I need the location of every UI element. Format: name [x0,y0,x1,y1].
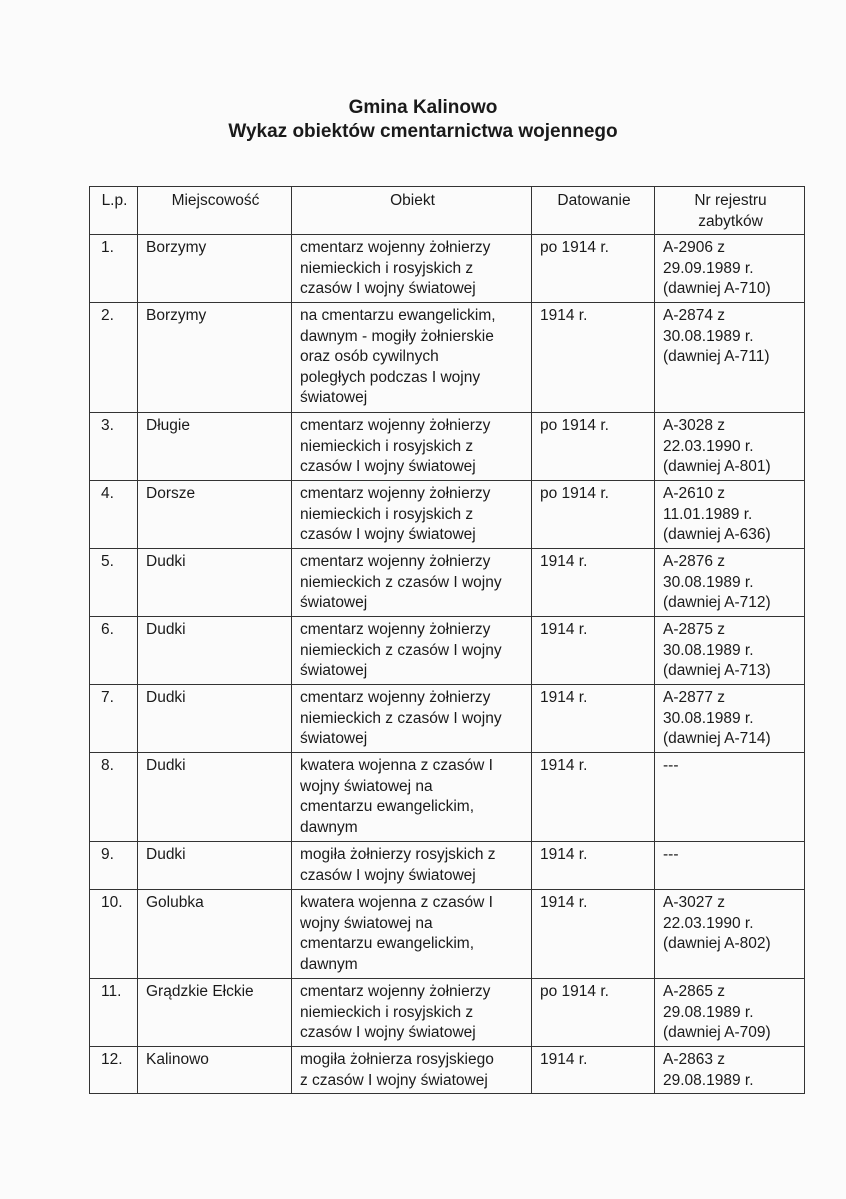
table-row [90,979,805,1047]
cell-miejscowosc: Borzymy [138,303,292,413]
table-row [90,549,805,617]
cell-datowanie: 1914 r. [532,1047,655,1094]
cell-datowanie: 1914 r. [532,753,655,842]
cell-miejscowosc: Dudki [138,685,292,753]
title-line-2: Wykaz obiektów cmentarnictwa wojennego [228,121,618,142]
cell-nr-rejestru: A-2906 z 29.09.1989 r. (dawniej A-710) [655,235,805,303]
cell-lp: 5. [90,549,138,617]
cell-nr-rejestru: A-2610 z 11.01.1989 r. (dawniej A-636) [655,481,805,549]
cell-miejscowosc: Dudki [138,753,292,842]
cell-lp: 1. [90,235,138,303]
table-row [90,890,805,979]
cell-obiekt: cmentarz wojenny żołnierzy niemieckich i rosyjskich z czasów I wojny światowej [292,481,532,549]
cell-miejscowosc: Kalinowo [138,1047,292,1094]
cell-lp: 10. [90,890,138,979]
cell-nr-rejestru: A-2875 z 30.08.1989 r. (dawniej A-713) [655,617,805,685]
cell-lp: 12. [90,1047,138,1094]
cell-lp: 7. [90,685,138,753]
cell-obiekt: cmentarz wojenny żołnierzy niemieckich i rosyjskich z czasów I wojny światowej [292,235,532,303]
cell-datowanie: po 1914 r. [532,481,655,549]
cell-obiekt: mogiła żołnierza rosyjskiego z czasów I wojny światowej [292,1047,532,1094]
cell-nr-rejestru: A-2865 z 29.08.1989 r. (dawniej A-709) [655,979,805,1047]
document-title [0,96,846,144]
cell-datowanie: 1914 r. [532,685,655,753]
header-nr-rejestru: Nr rejestru zabytków [655,187,805,235]
cell-datowanie: 1914 r. [532,549,655,617]
cell-nr-rejestru: A-2874 z 30.08.1989 r. (dawniej A-711) [655,303,805,413]
cell-datowanie: 1914 r. [532,842,655,890]
cell-miejscowosc: Dudki [138,842,292,890]
table-row [90,235,805,303]
table-row [90,685,805,753]
cell-miejscowosc: Dudki [138,617,292,685]
table-row [90,303,805,413]
cell-lp: 4. [90,481,138,549]
cell-miejscowosc: Długie [138,413,292,481]
cell-lp: 3. [90,413,138,481]
monuments-table [89,186,805,1094]
table-row [90,842,805,890]
table-row [90,753,805,842]
cell-obiekt: cmentarz wojenny żołnierzy niemieckich z czasów I wojny światowej [292,549,532,617]
cell-obiekt: na cmentarzu ewangelickim, dawnym - mogiły żołnierskie oraz osób cywilnych poległych podczas I wojny światowej [292,303,532,413]
cell-nr-rejestru: A-2863 z 29.08.1989 r. [655,1047,805,1094]
cell-nr-rejestru: A-2877 z 30.08.1989 r. (dawniej A-714) [655,685,805,753]
cell-datowanie: po 1914 r. [532,979,655,1047]
cell-nr-rejestru: A-3027 z 22.03.1990 r. (dawniej A-802) [655,890,805,979]
cell-lp: 2. [90,303,138,413]
table-row [90,1047,805,1094]
cell-lp: 8. [90,753,138,842]
cell-lp: 9. [90,842,138,890]
title-line-1: Gmina Kalinowo [348,97,498,118]
table-row [90,481,805,549]
table-row [90,617,805,685]
table-header-row [90,187,805,235]
header-miejscowosc: Miejscowość [138,187,292,235]
cell-datowanie: 1914 r. [532,890,655,979]
cell-miejscowosc: Dudki [138,549,292,617]
cell-obiekt: kwatera wojenna z czasów I wojny światowej na cmentarzu ewangelickim, dawnym [292,890,532,979]
header-datowanie: Datowanie [532,187,655,235]
cell-lp: 6. [90,617,138,685]
cell-obiekt: mogiła żołnierzy rosyjskich z czasów I wojny światowej [292,842,532,890]
cell-datowanie: po 1914 r. [532,413,655,481]
cell-nr-rejestru: A-2876 z 30.08.1989 r. (dawniej A-712) [655,549,805,617]
cell-miejscowosc: Grądzkie Ełckie [138,979,292,1047]
cell-datowanie: po 1914 r. [532,235,655,303]
cell-miejscowosc: Golubka [138,890,292,979]
header-obiekt: Obiekt [292,187,532,235]
cell-lp: 11. [90,979,138,1047]
cell-datowanie: 1914 r. [532,617,655,685]
header-lp: L.p. [90,187,138,235]
cell-miejscowosc: Borzymy [138,235,292,303]
cell-miejscowosc: Dorsze [138,481,292,549]
cell-nr-rejestru: --- [655,753,805,842]
cell-nr-rejestru: A-3028 z 22.03.1990 r. (dawniej A-801) [655,413,805,481]
cell-obiekt: cmentarz wojenny żołnierzy niemieckich z czasów I wojny światowej [292,685,532,753]
cell-obiekt: cmentarz wojenny żołnierzy niemieckich i rosyjskich z czasów I wojny światowej [292,413,532,481]
cell-obiekt: cmentarz wojenny żołnierzy niemieckich z czasów I wojny światowej [292,617,532,685]
cell-obiekt: cmentarz wojenny żołnierzy niemieckich i rosyjskich z czasów I wojny światowej [292,979,532,1047]
table-row [90,413,805,481]
cell-nr-rejestru: --- [655,842,805,890]
cell-obiekt: kwatera wojenna z czasów I wojny światowej na cmentarzu ewangelickim, dawnym [292,753,532,842]
cell-datowanie: 1914 r. [532,303,655,413]
